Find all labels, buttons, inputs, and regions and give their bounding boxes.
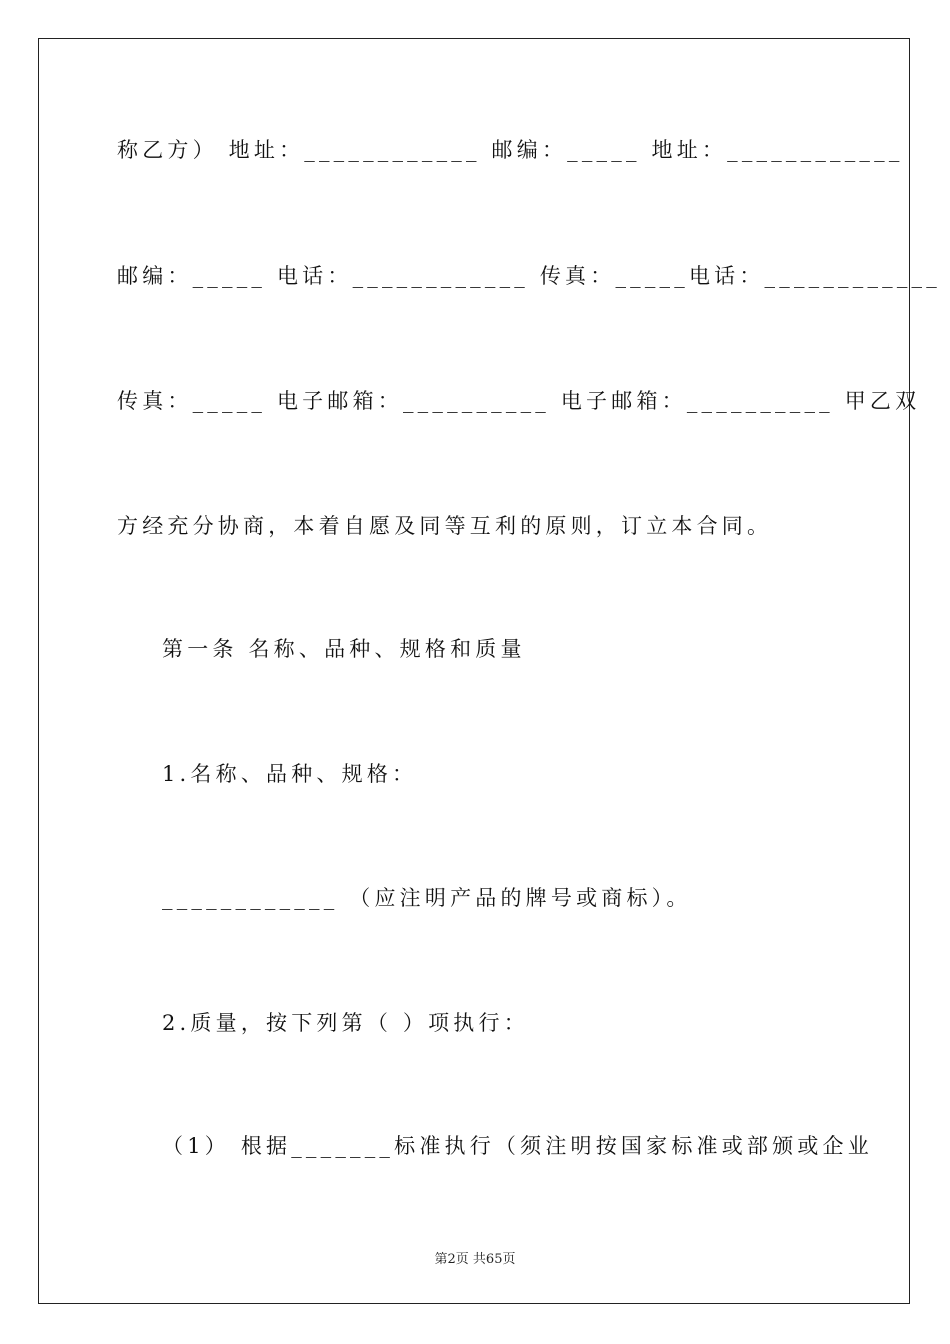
contract-line-party-b-address: 称乙方） 地址：____________ 邮编：_____ 地址：____________: [117, 138, 904, 162]
clause-name-variety-spec: 1.名称、品种、规格：: [162, 762, 418, 786]
article-one-heading: 第一条 名称、品种、规格和质量: [162, 637, 526, 661]
contract-line-postcode-phone: 邮编：_____ 电话：____________ 传真：_____电话：____________: [117, 264, 941, 288]
contract-line-fax-email: 传真：_____ 电子邮箱：__________ 电子邮箱：__________ 甲乙双: [117, 389, 921, 413]
contract-line-agreement-statement: 方经充分协商，本着自愿及同等互利的原则，订立本合同。: [117, 514, 773, 538]
clause-brand-note: ____________ （应注明产品的牌号或商标）。: [162, 886, 692, 910]
page-number-footer: 第2页 共65页: [434, 1252, 516, 1267]
clause-quality: 2.质量，按下列第（ ）项执行：: [162, 1011, 529, 1035]
page-border: [38, 38, 910, 1304]
clause-quality-standard: （1） 根据_______标准执行（须注明按国家标准或部颁或企业: [162, 1134, 873, 1158]
